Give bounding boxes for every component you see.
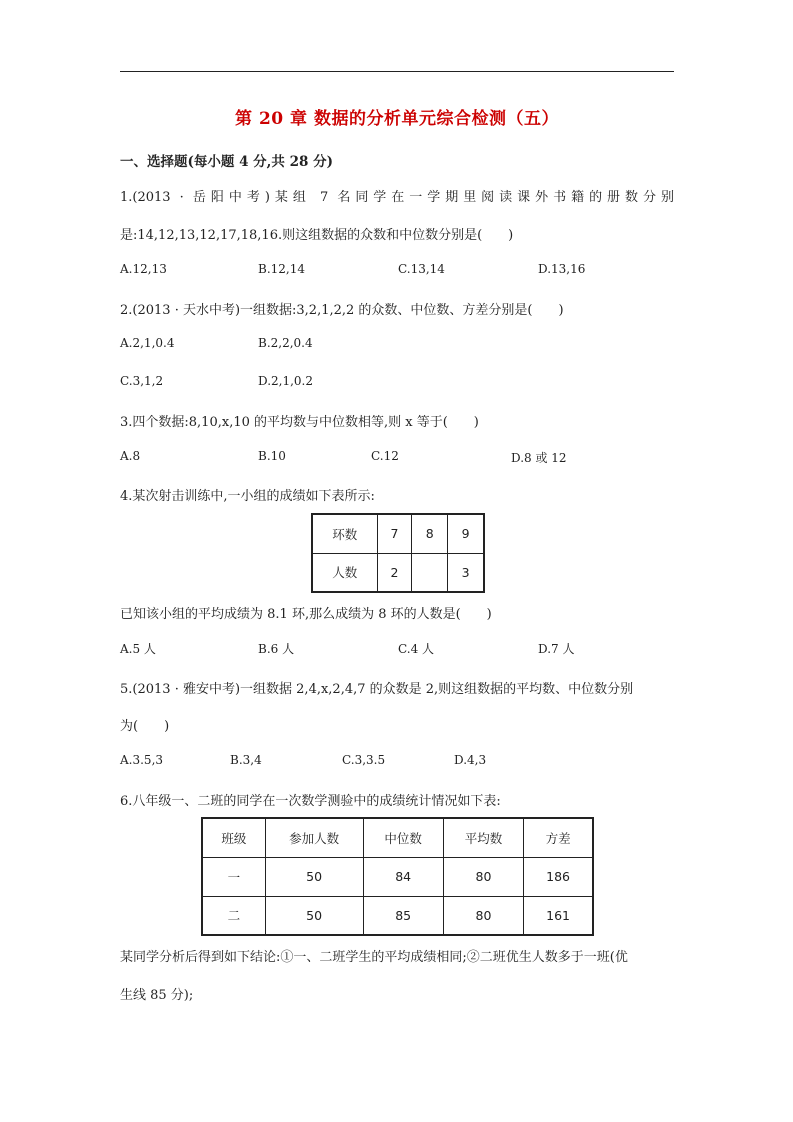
table-cell: 一 <box>202 857 265 896</box>
q6-line1: 6.八年级一、二班的同学在一次数学测验中的成绩统计情况如下表: <box>120 794 501 809</box>
q4-option-d: D.7 人 <box>538 642 575 656</box>
q6-line2: 某同学分析后得到如下结论:①一、二班学生的平均成绩相同;②二班优生人数多于一班(优 <box>120 950 628 965</box>
q4-line2: 已知该小组的平均成绩为 8.1 环,那么成绩为 8 环的人数是( ) <box>120 607 492 622</box>
table-header-row <box>202 818 593 857</box>
table-cell: 3 <box>448 553 484 592</box>
q5-option-b: B.3,4 <box>230 753 262 767</box>
table-cell: 8 <box>412 514 448 553</box>
q5-option-a: A.3.5,3 <box>120 753 164 767</box>
section-heading: 一、选择题(每小题 4 分,共 28 分) <box>120 154 333 170</box>
q3-option-c: C.12 <box>371 449 399 463</box>
q4-option-c: C.4 人 <box>398 642 435 656</box>
table-cell: 环数 <box>312 514 377 553</box>
q1-option-a: A.12,13 <box>120 262 167 276</box>
table-header-cell: 班级 <box>202 818 265 857</box>
table-header-cell: 参加人数 <box>265 818 363 857</box>
q2-option-d: D.2,1,0.2 <box>258 374 313 388</box>
table-cell: 186 <box>524 857 593 896</box>
q3-option-d: D.8 或 12 <box>511 451 567 465</box>
table-cell: 7 <box>377 514 412 553</box>
table-row <box>202 896 593 935</box>
q1-option-c: C.13,14 <box>398 262 445 276</box>
q1-option-b: B.12,14 <box>258 262 305 276</box>
table-row <box>202 857 593 896</box>
q6-stats-table <box>201 817 594 936</box>
q3-option-b: B.10 <box>258 449 286 463</box>
table-cell: 161 <box>524 896 593 935</box>
q4-option-a: A.5 人 <box>120 642 156 656</box>
table-row <box>312 514 484 553</box>
table-cell: 人数 <box>312 553 377 592</box>
table-cell: 85 <box>363 896 443 935</box>
q3-line1: 3.四个数据:8,10,x,10 的平均数与中位数相等,则 x 等于( ) <box>120 415 479 430</box>
q6-line3: 生线 85 分); <box>120 988 194 1003</box>
header-rule <box>120 71 674 72</box>
table-cell: 二 <box>202 896 265 935</box>
table-row <box>312 553 484 592</box>
table-header-cell: 中位数 <box>363 818 443 857</box>
table-cell: 2 <box>377 553 412 592</box>
q2-option-c: C.3,1,2 <box>120 374 164 388</box>
q2-option-b: B.2,2,0.4 <box>258 336 313 350</box>
table-cell: 50 <box>265 857 363 896</box>
q1-line2: 是:14,12,13,12,17,18,16.则这组数据的众数和中位数分别是( ) <box>120 228 514 243</box>
q5-line1: 5.(2013 · 雅安中考)一组数据 2,4,x,2,4,7 的众数是 2,则这组数据的平均数、中位数分别 <box>120 682 634 697</box>
q4-score-table <box>311 513 485 593</box>
page-title: 第 20 章 数据的分析单元综合检测（五） <box>235 109 559 129</box>
table-cell: 80 <box>443 896 523 935</box>
q1-line1: 1.(2013 · 岳阳中考)某组 7 名同学在一学期里阅读课外书籍的册数分别 <box>120 190 674 205</box>
q2-option-a: A.2,1,0.4 <box>120 336 175 350</box>
q3-option-a: A.8 <box>120 449 141 463</box>
table-cell: 50 <box>265 896 363 935</box>
q2-line1: 2.(2013 · 天水中考)一组数据:3,2,1,2,2 的众数、中位数、方差分别是( ) <box>120 303 564 318</box>
table-cell: 84 <box>363 857 443 896</box>
table-header-cell: 方差 <box>524 818 593 857</box>
table-cell: 80 <box>443 857 523 896</box>
table-cell: 9 <box>448 514 484 553</box>
q1-option-d: D.13,16 <box>538 262 586 276</box>
q5-line2: 为( ) <box>120 719 170 734</box>
table-cell <box>412 553 448 592</box>
q5-option-d: D.4,3 <box>454 753 487 767</box>
q5-option-c: C.3,3.5 <box>342 753 386 767</box>
table-header-cell: 平均数 <box>443 818 523 857</box>
q4-line1: 4.某次射击训练中,一小组的成绩如下表所示: <box>120 489 375 504</box>
q4-option-b: B.6 人 <box>258 642 295 656</box>
